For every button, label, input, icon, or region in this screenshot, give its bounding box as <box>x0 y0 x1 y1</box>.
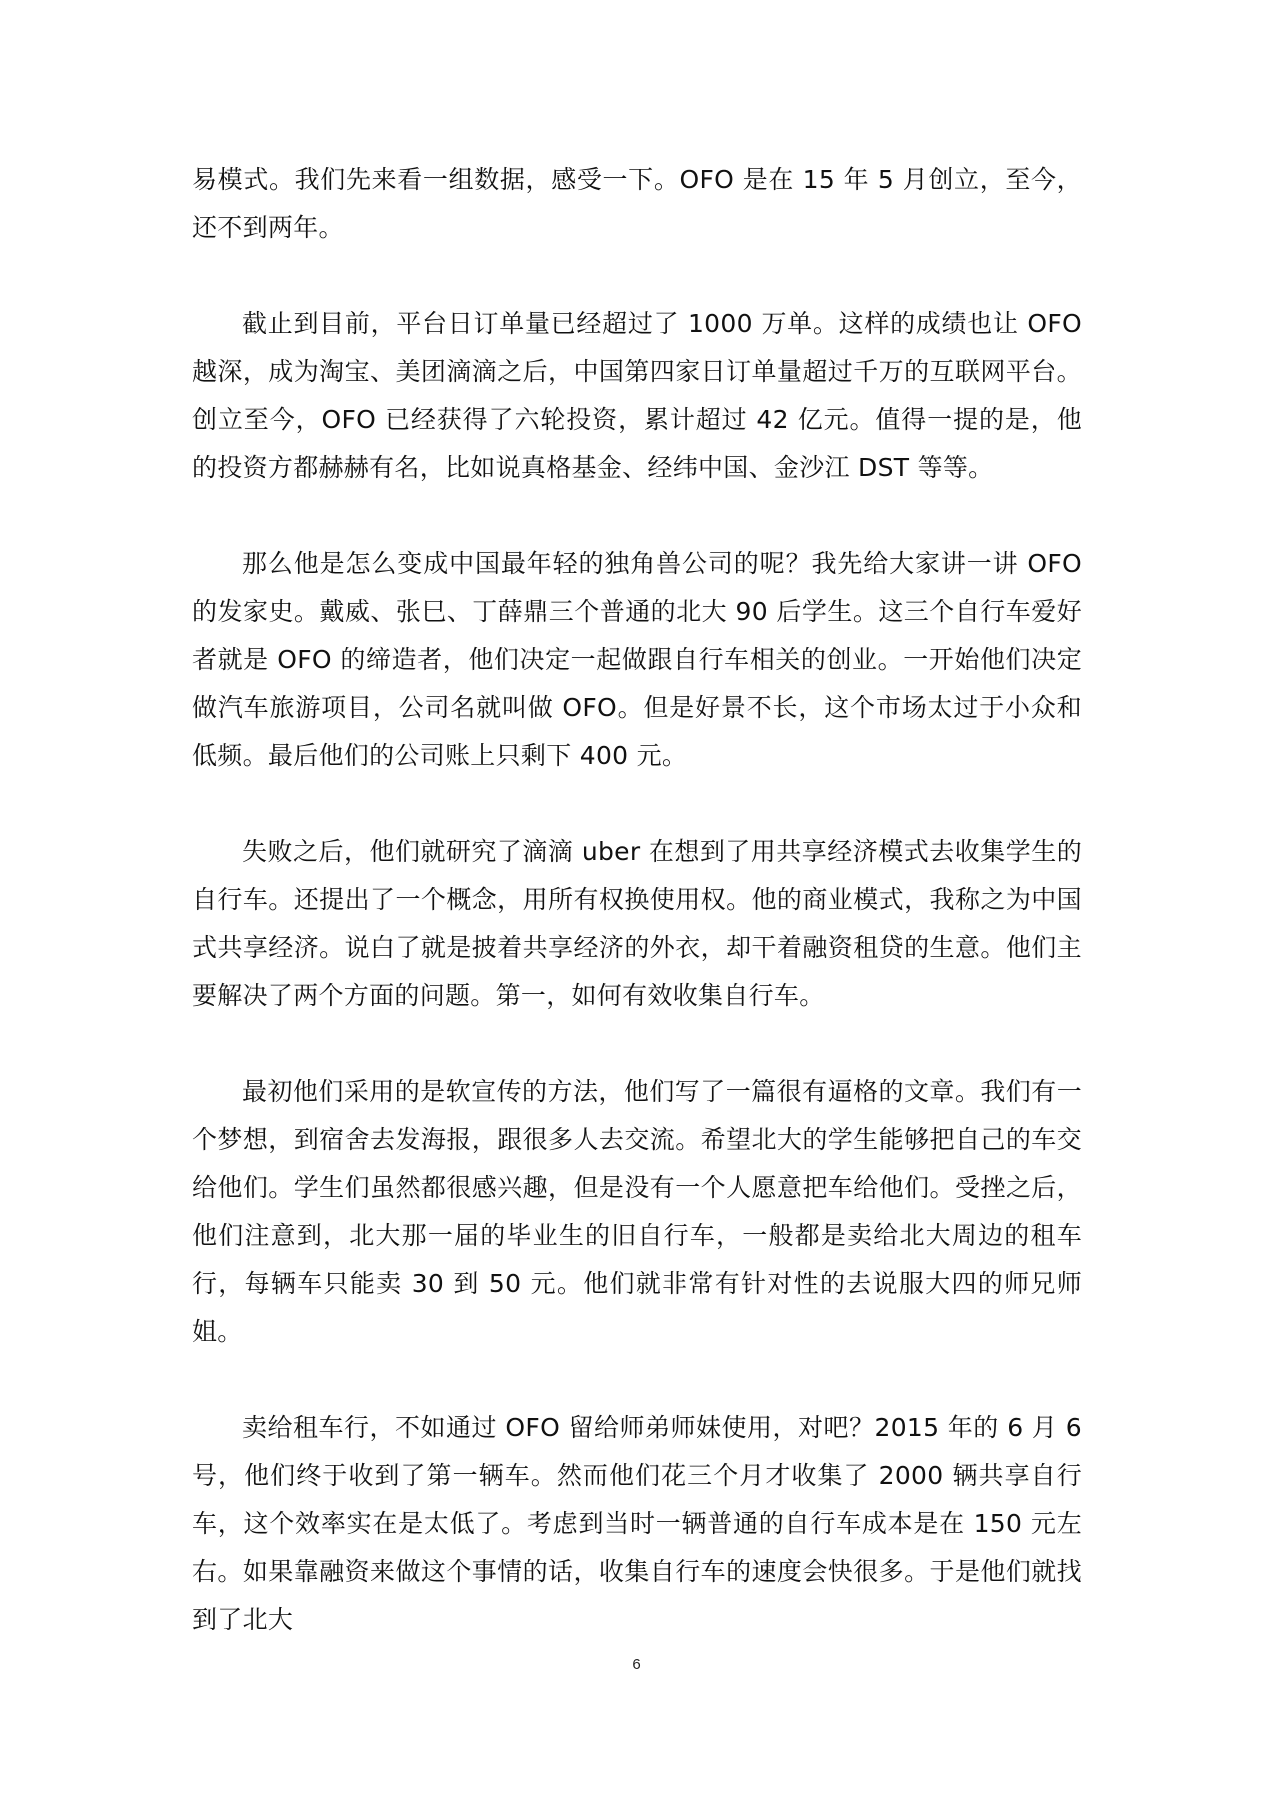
document-body <box>192 156 1082 1692</box>
page-number: 6 <box>632 1656 641 1673</box>
paragraph-3: 那么他是怎么变成中国最年轻的独角兽公司的呢？我先给大家讲一讲 OFO 的发家史。戴威、张巳、丁薛鼎三个普通的北大 90 后学生。这三个自行车爱好者就是 OFO 的缔造者，他们决定一起做跟自行车相关的创业。一开始他们决定做汽车旅游项目，公司名就叫做 OFO。但是好景不长，这个市场太过于小众和低频。最后他们的公司账上只剩下 400 元。 <box>192 549 1082 770</box>
paragraph-4: 失败之后，他们就研究了滴滴 uber 在想到了用共享经济模式去收集学生的自行车。还提出了一个概念，用所有权换使用权。他的商业模式，我称之为中国式共享经济。说白了就是披着共享经济的外衣，却干着融资租贷的生意。他们主要解决了两个方面的问题。第一，如何有效收集自行车。 <box>192 837 1082 1010</box>
paragraph-6: 卖给租车行，不如通过 OFO 留给师弟师妹使用，对吧？2015 年的 6 月 6 号，他们终于收到了第一辆车。然而他们花三个月才收集了 2000 辆共享自行车，这个效率实在是太低了。考虑到当时一辆普通的自行车成本是在 150 元左右。如果靠融资来做这个事情的话，收集自行车的速度会快很多。于是他们就找到了北大 <box>192 1413 1082 1634</box>
paragraph-1: 易模式。我们先来看一组数据，感受一下。OFO 是在 15 年 5 月创立，至今，还不到两年。 <box>192 165 1082 242</box>
paragraph-2: 截止到目前，平台日订单量已经超过了 1000 万单。这样的成绩也让 OFO 越深，成为淘宝、美团滴滴之后，中国第四家日订单量超过千万的互联网平台。创立至今，OFO 已经获得了六轮投资，累计超过 42 亿元。值得一提的是，他的投资方都赫赫有名，比如说真格基金、经纬中国、金沙江 DST 等等。 <box>192 309 1082 482</box>
paragraph-5: 最初他们采用的是软宣传的方法，他们写了一篇很有逼格的文章。我们有一个梦想，到宿舍去发海报，跟很多人去交流。希望北大的学生能够把自己的车交给他们。学生们虽然都很感兴趣，但是没有一个人愿意把车给他们。受挫之后，他们注意到，北大那一届的毕业生的旧自行车，一般都是卖给北大周边的租车行，每辆车只能卖 30 到 50 元。他们就非常有针对性的去说服大四的师兄师姐。 <box>192 1077 1082 1346</box>
